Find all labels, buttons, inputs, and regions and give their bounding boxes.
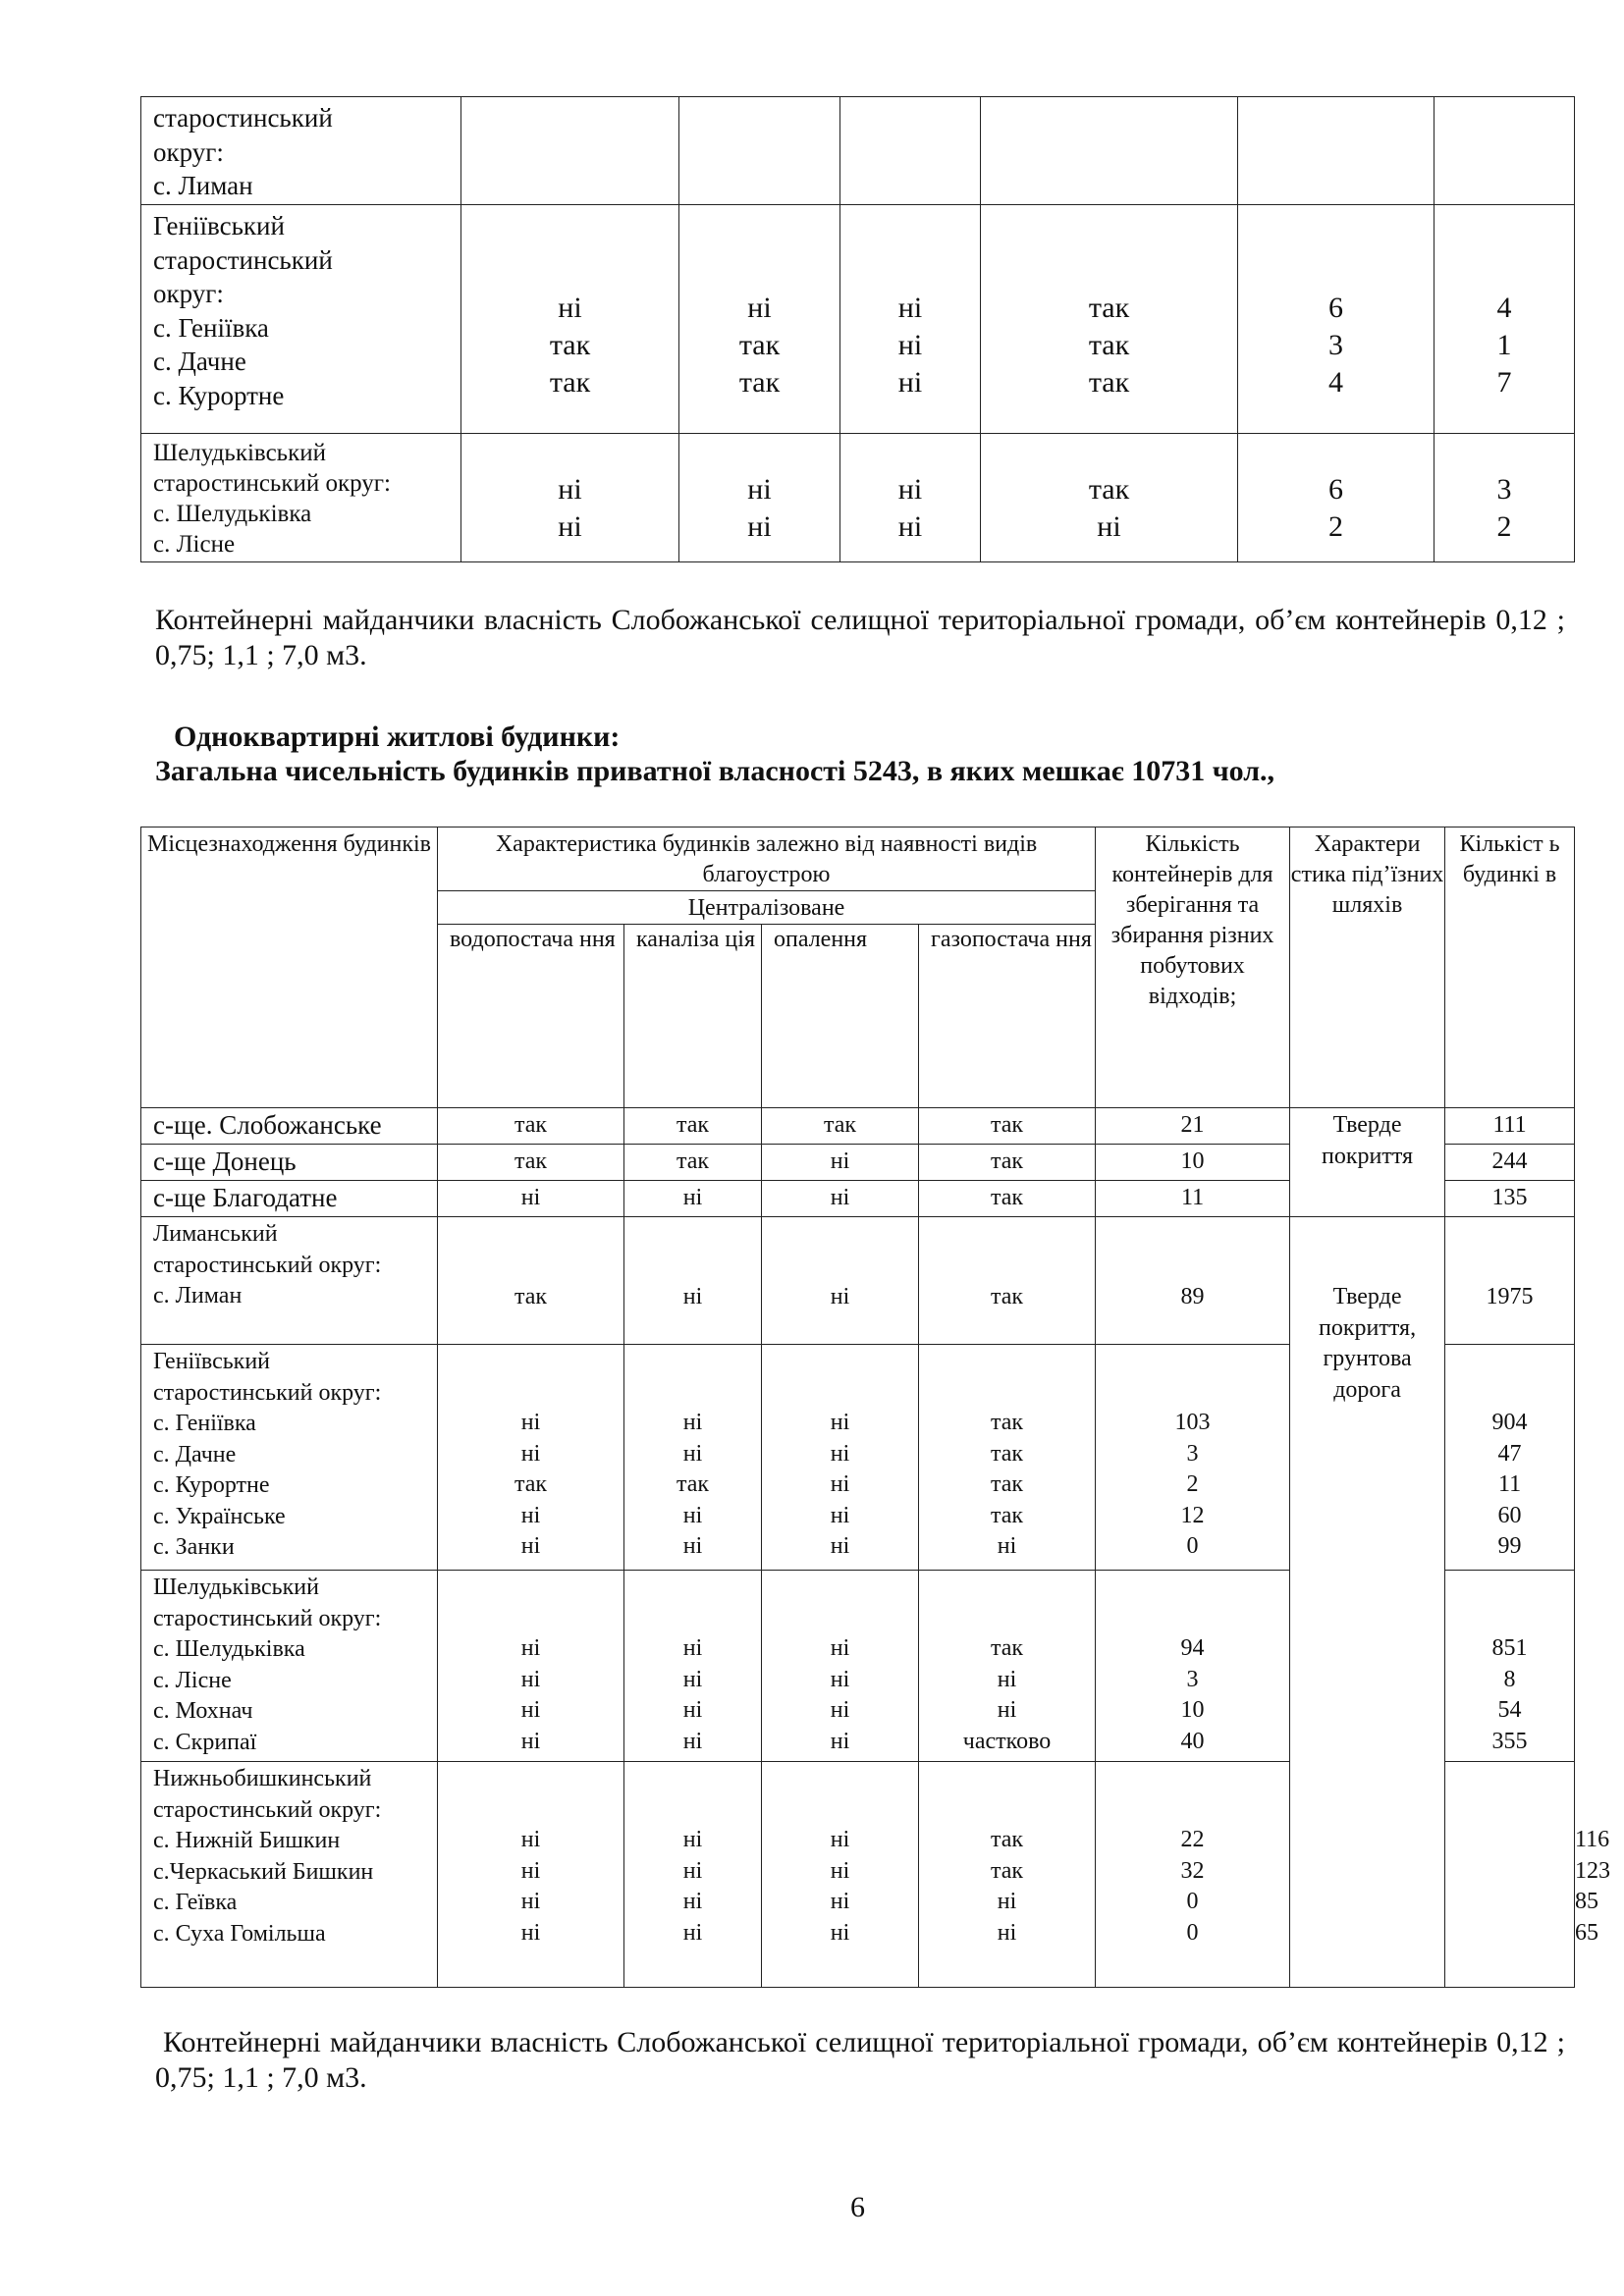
cell-line: Нижньобишкинський	[153, 1766, 372, 1791]
cell-line: ні	[682, 1889, 703, 1914]
table-header-row	[141, 828, 1575, 891]
header-characteristic: Характеристика будинків залежно від наявності видів благоустрою	[438, 828, 1096, 891]
gas-cell	[919, 1571, 1096, 1762]
count-cell	[1445, 1345, 1575, 1571]
containers-note: Контейнерні майданчики власність Слобожанської селищної територіальної громади, об’єм контейнерів 0,12 ; 0,75; 1,1 ; 7,0 м3.	[155, 604, 1565, 671]
header-gas: газопостача ння	[919, 925, 1096, 1108]
cell-line: ні	[520, 1410, 541, 1435]
cell-line: старостинський округ:	[153, 470, 391, 497]
water-cell: так	[438, 1108, 624, 1145]
place-cell: с-ще Донець	[141, 1145, 438, 1181]
cell-line: ні	[558, 510, 582, 543]
cell-line: так	[990, 1827, 1024, 1852]
place-cell	[141, 1217, 438, 1345]
value-cell	[981, 434, 1238, 562]
header-roads: Характери стика під’їзних шляхів	[1290, 828, 1445, 1108]
gas-cell: так	[919, 1217, 1096, 1345]
cell-line: с. Дачне	[153, 347, 246, 376]
water-cell: так	[438, 1217, 624, 1345]
cell-line: ні	[830, 1502, 850, 1528]
cell-line: так	[990, 1440, 1024, 1467]
containers-note-2: Контейнерні майданчики власність Слобожанської селищної територіальної громади, об’єм контейнерів 0,12 ; 0,75; 1,1 ; 7,0 м3.	[155, 2026, 1565, 2094]
cell-line: старостинський округ:	[153, 1605, 382, 1631]
place-cell	[141, 1345, 438, 1571]
cell-line: ні	[558, 473, 582, 506]
gas-cell: так	[919, 1145, 1096, 1181]
containers-cell	[1096, 1571, 1290, 1762]
cell-line: 94	[1180, 1635, 1205, 1661]
value-cell	[679, 205, 840, 434]
cell-line: ні	[830, 1666, 850, 1692]
cell-line: 0	[1186, 1889, 1199, 1914]
place-cell	[141, 1762, 438, 1988]
cell-line: с. Геніївка	[153, 312, 269, 343]
cell-line: так	[549, 329, 591, 361]
header-water: водопостача ння	[438, 925, 624, 1108]
cell-line: ні	[830, 1697, 850, 1723]
cell-line: ні	[520, 1440, 541, 1467]
cell-line: ні	[682, 1635, 703, 1661]
cell-line: ні	[682, 1666, 703, 1692]
place-cell	[141, 97, 461, 205]
cell-line: так	[549, 366, 591, 399]
cell-line: 60	[1497, 1502, 1522, 1528]
cell-line: 3	[1328, 329, 1343, 361]
cell-line: ні	[897, 329, 923, 361]
cell-line: с. Мохнач	[153, 1698, 253, 1724]
gas-cell: так	[919, 1181, 1096, 1217]
cell-line: ні	[1097, 510, 1121, 543]
cell-line: ні	[830, 1471, 850, 1497]
cell-line: так	[990, 1502, 1024, 1528]
cell-line: ні	[830, 1533, 850, 1559]
cell-line: ні	[997, 1889, 1017, 1914]
cell-line: с. Курортне	[153, 1472, 270, 1498]
heating-cell	[762, 1345, 919, 1571]
cell-line: так	[990, 1410, 1024, 1435]
table-continuation	[140, 96, 1575, 562]
cell-line: так	[1088, 473, 1130, 506]
section-heading: Одноквартирні житлові будинки:	[174, 721, 621, 753]
cell-line: Шелудьківський	[153, 440, 326, 466]
cell-line: с.Черкаський Бишкин	[153, 1858, 374, 1885]
value-cell	[1238, 97, 1435, 205]
value-cell	[840, 205, 981, 434]
cell-line: ні	[682, 1502, 703, 1528]
cell-line: с. Лісне	[153, 531, 236, 558]
cell-line: 12	[1180, 1502, 1205, 1528]
containers-cell: 21	[1096, 1108, 1290, 1145]
cell-line: дорога	[1333, 1376, 1401, 1403]
cell-line: ні	[830, 1410, 850, 1435]
containers-cell	[1096, 1345, 1290, 1571]
cell-line: 47	[1497, 1440, 1522, 1467]
count-cell: 1975	[1445, 1217, 1575, 1345]
cell-line: с. Шелудьківка	[153, 1636, 305, 1662]
table-row	[141, 97, 1575, 205]
cell-line: ні	[682, 1919, 703, 1946]
water-cell: так	[438, 1145, 624, 1181]
cell-line: Шелудьківський	[153, 1575, 319, 1600]
heating-cell: ні	[762, 1145, 919, 1181]
cell-line: Геніївський	[153, 1349, 271, 1374]
cell-line: с. Нижній Бишкин	[153, 1828, 341, 1853]
cell-line: ні	[747, 510, 772, 543]
place-cell	[141, 1571, 438, 1762]
cell-line: ні	[997, 1919, 1017, 1946]
roads-cell	[1290, 1217, 1445, 1988]
cell-line: ні	[997, 1533, 1017, 1559]
sewer-cell	[624, 1762, 762, 1988]
place-cell	[141, 434, 461, 562]
cell-line: округ:	[153, 279, 224, 308]
cell-line: 8	[1503, 1666, 1516, 1692]
cell-line: старостинський	[153, 244, 333, 275]
value-cell	[679, 434, 840, 562]
cell-line: так	[990, 1857, 1024, 1884]
cell-line: Тверде	[1332, 1284, 1402, 1309]
cell-line: ні	[682, 1533, 703, 1559]
cell-line: Тверде	[1332, 1112, 1402, 1138]
value-cell	[1435, 205, 1575, 434]
cell-line: так	[1088, 329, 1130, 361]
cell-line: так	[738, 329, 781, 361]
cell-line: 99	[1497, 1533, 1522, 1559]
cell-line: ні	[520, 1533, 541, 1559]
heating-cell: ні	[762, 1181, 919, 1217]
water-cell	[438, 1762, 624, 1988]
cell-line: ні	[830, 1827, 850, 1852]
cell-line: старостинський округ:	[153, 1252, 382, 1278]
cell-line: 0	[1186, 1533, 1199, 1559]
cell-line: с. Суха Гомільша	[153, 1920, 326, 1947]
header-centralized: Централізоване	[438, 891, 1096, 925]
count-cell	[1445, 1571, 1575, 1762]
table-row	[141, 205, 1575, 434]
sewer-cell: так	[624, 1145, 762, 1181]
cell-line: ні	[747, 473, 772, 506]
cell-line: 6	[1328, 473, 1343, 506]
cell-line: 355	[1491, 1728, 1528, 1754]
heating-cell: так	[762, 1108, 919, 1145]
sewer-cell	[624, 1571, 762, 1762]
value-cell	[840, 97, 981, 205]
value-cell	[679, 97, 840, 205]
cell-line: ні	[682, 1728, 703, 1754]
cell-line: ні	[558, 292, 582, 324]
cell-line: ні	[682, 1410, 703, 1435]
value-cell	[981, 97, 1238, 205]
cell-line: ні	[520, 1666, 541, 1692]
cell-line: с. Скрипаї	[153, 1729, 257, 1755]
cell-line: ні	[830, 1440, 850, 1467]
cell-line: 2	[1328, 510, 1343, 543]
cell-line: 2	[1496, 510, 1512, 543]
cell-line: 851	[1491, 1635, 1528, 1661]
cell-line: ні	[830, 1889, 850, 1914]
cell-line: 4	[1496, 292, 1512, 324]
table-row	[141, 1217, 1575, 1345]
cell-line: так	[514, 1471, 548, 1497]
cell-line: 2	[1186, 1471, 1199, 1497]
containers-cell: 89	[1096, 1217, 1290, 1345]
place-cell	[141, 205, 461, 434]
value-cell	[461, 205, 679, 434]
cell-line: с. Лісне	[153, 1667, 232, 1693]
water-cell	[438, 1571, 624, 1762]
cell-line: с. Українське	[153, 1503, 286, 1529]
header-location: Місцезнаходження будинків	[141, 828, 438, 1108]
cell-line: с. Дачне	[153, 1441, 237, 1468]
cell-line: Лиманський	[153, 1221, 278, 1247]
place-cell: с-ще Благодатне	[141, 1181, 438, 1217]
table-row	[141, 434, 1575, 562]
cell-line: так	[990, 1471, 1024, 1497]
water-cell: ні	[438, 1181, 624, 1217]
cell-line: так	[676, 1471, 710, 1497]
cell-line: ні	[997, 1697, 1017, 1723]
cell-line: 3	[1186, 1666, 1199, 1692]
value-cell	[1435, 434, 1575, 562]
sewer-cell: ні	[624, 1217, 762, 1345]
section-subheading: Загальна чисельність будинків приватної власності 5243, в яких мешкає 10731 чол.,	[155, 755, 1275, 787]
cell-line: ні	[520, 1728, 541, 1754]
cell-line: покриття,	[1319, 1314, 1417, 1341]
header-sewer: каналіза ція	[624, 925, 762, 1108]
value-cell	[1238, 205, 1435, 434]
heating-cell	[762, 1762, 919, 1988]
count-cell: 135	[1445, 1181, 1575, 1217]
cell-line: ні	[520, 1919, 541, 1946]
cell-line: ні	[682, 1697, 703, 1723]
gas-cell	[919, 1345, 1096, 1571]
cell-line: ні	[520, 1857, 541, 1884]
cell-line: ні	[682, 1440, 703, 1467]
cell-line: ні	[830, 1728, 850, 1754]
page-number: 6	[850, 2191, 865, 2223]
cell-line: ні	[520, 1502, 541, 1528]
cell-line: 3	[1186, 1440, 1199, 1467]
cell-line: ні	[897, 366, 923, 399]
cell-line: 11	[1497, 1471, 1522, 1497]
roads-cell	[1290, 1108, 1445, 1217]
cell-line: ні	[520, 1827, 541, 1852]
cell-line: с. Шелудьківка	[153, 501, 312, 527]
cell-line: так	[738, 366, 781, 399]
cell-line: с. Лиман	[153, 171, 253, 200]
cell-line: старостинський округ:	[153, 1379, 382, 1406]
containers-cell: 11	[1096, 1181, 1290, 1217]
value-cell	[1238, 434, 1435, 562]
cell-line: 0	[1186, 1919, 1199, 1946]
cell-line: старостинський округ:	[153, 1796, 382, 1823]
heating-cell	[762, 1571, 919, 1762]
header-containers: Кількість контейнерів для зберігання та збирання різних побутових відходів;	[1096, 828, 1290, 1108]
cell-line: так	[1088, 292, 1130, 324]
cell-line: с. Занки	[153, 1534, 235, 1560]
gas-cell: так	[919, 1108, 1096, 1145]
cell-line: ні	[682, 1827, 703, 1852]
cell-line: 22	[1180, 1827, 1205, 1852]
cell-line: ні	[830, 1857, 850, 1884]
containers-cell	[1096, 1762, 1290, 1988]
cell-line: округ:	[153, 136, 224, 167]
cell-line: 904	[1491, 1410, 1528, 1435]
value-cell	[1435, 97, 1575, 205]
count-cell: 244	[1445, 1145, 1575, 1181]
sewer-cell: ні	[624, 1181, 762, 1217]
cell-line: 32	[1180, 1857, 1205, 1884]
cell-line: 7	[1496, 366, 1512, 399]
cell-line: 6	[1328, 292, 1343, 324]
cell-line: 54	[1497, 1697, 1522, 1723]
cell-line: грунтова	[1323, 1346, 1412, 1371]
cell-line: ні	[897, 292, 923, 324]
containers-cell: 10	[1096, 1145, 1290, 1181]
cell-line: ні	[520, 1889, 541, 1914]
cell-line: частково	[962, 1728, 1052, 1754]
value-cell	[981, 205, 1238, 434]
cell-line: покриття	[1322, 1143, 1414, 1169]
cell-line: ні	[520, 1635, 541, 1661]
cell-line: ні	[830, 1635, 850, 1661]
heating-cell: ні	[762, 1217, 919, 1345]
cell-line: ні	[897, 510, 923, 543]
cell-line: Геніївський	[153, 211, 285, 240]
sewer-cell	[624, 1345, 762, 1571]
cell-line: ні	[997, 1666, 1017, 1692]
cell-line: 3	[1496, 473, 1512, 506]
header-count: Кількіст ь будинкі в	[1445, 828, 1575, 1108]
cell-line: так	[1088, 366, 1130, 399]
cell-line: ні	[747, 292, 772, 324]
water-cell	[438, 1345, 624, 1571]
header-heating: опалення	[762, 925, 919, 1108]
table-row: Нижньобишкинський старостинський округ: с. Нижній Бишкин с.Черкаський Бишкин с. Геївка с. Суха Гомільша ні ні ні ні ні ні ні ні ні ні ні ні так так ні ні 22 32 0 0 116 123 85 65	[141, 1762, 1575, 1988]
gas-cell	[919, 1762, 1096, 1988]
cell-line: 103	[1174, 1410, 1211, 1435]
cell-line: с. Геївка	[153, 1890, 238, 1915]
cell-line: 40	[1180, 1728, 1205, 1754]
cell-line: с. Курортне	[153, 380, 285, 410]
cell-line: ні	[520, 1697, 541, 1723]
value-cell	[840, 434, 981, 562]
value-cell	[461, 97, 679, 205]
cell-line: ні	[897, 473, 923, 506]
place-cell: с-ще. Слобожанське	[141, 1108, 438, 1145]
cell-line: ні	[830, 1919, 850, 1946]
houses-table	[140, 827, 1611, 1988]
cell-line: с. Геніївка	[153, 1411, 256, 1436]
cell-line: 1	[1496, 329, 1512, 361]
cell-line: так	[990, 1635, 1024, 1661]
value-cell	[461, 434, 679, 562]
cell-line: ні	[682, 1857, 703, 1884]
sewer-cell: так	[624, 1108, 762, 1145]
cell-line: с. Лиман	[153, 1283, 243, 1308]
roads-cell-empty	[1445, 1762, 1575, 1988]
cell-line: 10	[1180, 1697, 1205, 1723]
count-cell: 111	[1445, 1108, 1575, 1145]
cell-line: 4	[1328, 366, 1343, 399]
table-row	[141, 1108, 1575, 1145]
cell-line: старостинський	[153, 103, 333, 133]
